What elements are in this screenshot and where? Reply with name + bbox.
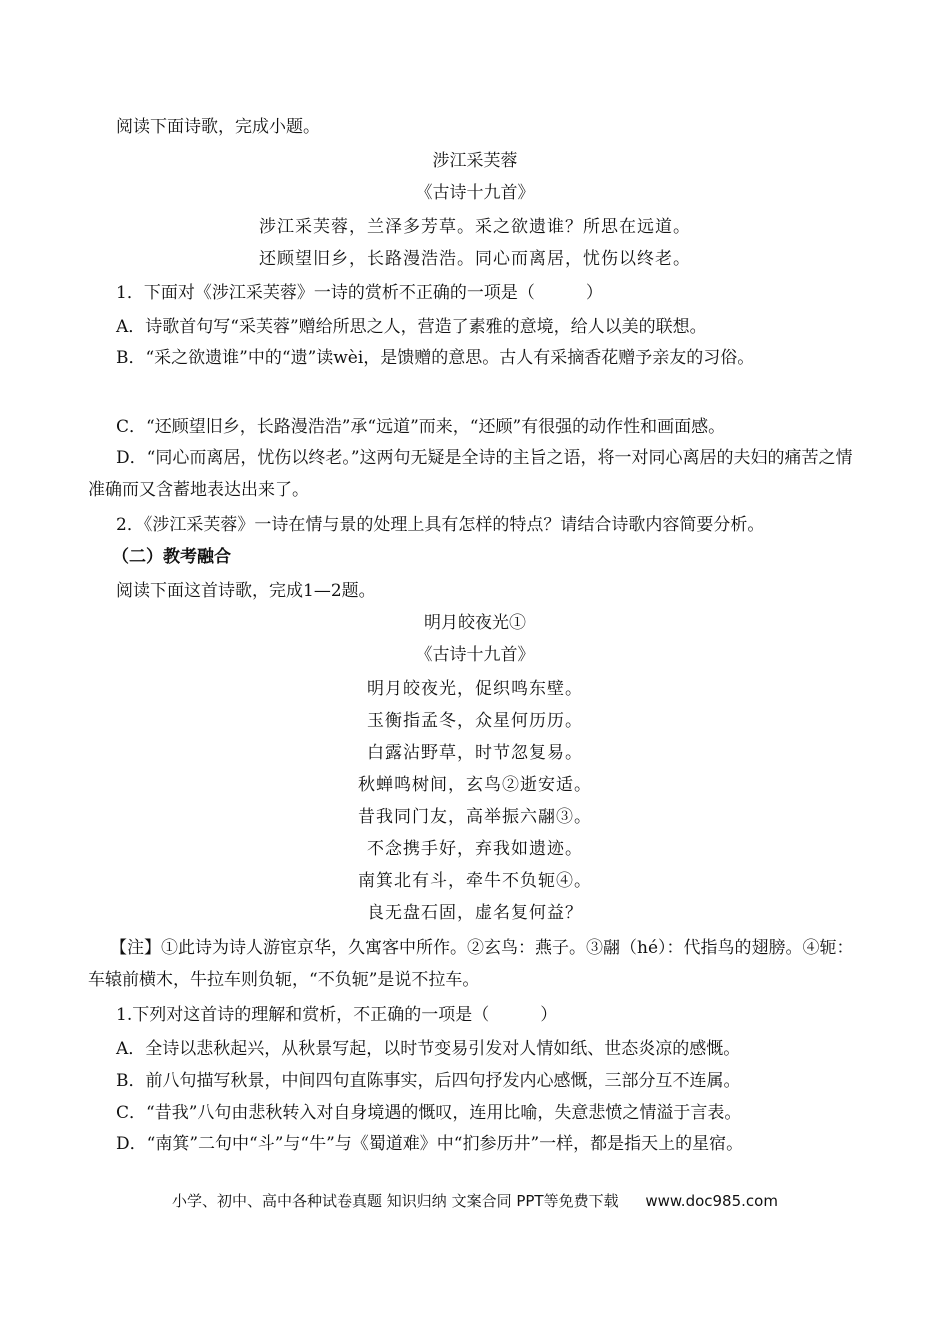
page-footer bbox=[0, 1190, 950, 1211]
question-3-option-b: B．前八句描写秋景，中间四句直陈事实，后四句抒发内心感慨，三部分互不连属。 bbox=[116, 1071, 741, 1091]
poem2-line: 明月皎夜光，促织鸣东壁。 bbox=[367, 679, 583, 699]
poem1-line: 涉江采芙蓉，兰泽多芳草。采之欲遗谁？所思在远道。 bbox=[259, 217, 691, 237]
poem2-line: 白露沾野草，时节忽复易。 bbox=[367, 743, 583, 763]
question-1-option-a: A．诗歌首句写“采芙蓉”赠给所思之人，营造了素雅的意境，给人以美的联想。 bbox=[116, 317, 707, 337]
poem2-line: 南箕北有斗，牵牛不负轭④。 bbox=[358, 871, 592, 891]
question-1-option-d: D．“同心而离居，忧伤以终老。”这两句无疑是全诗的主旨之语，将一对同心离居的夫妇的痛苦之情准确而又含蓄地表达出来了。 bbox=[88, 448, 853, 500]
poem1-line: 还顾望旧乡，长路漫浩浩。同心而离居，忧伤以终老。 bbox=[259, 249, 691, 269]
poem2-title: 明月皎夜光① bbox=[424, 613, 526, 633]
poem2-line: 昔我同门友，高举振六翮③。 bbox=[358, 807, 592, 827]
poem2-source: 《古诗十九首》 bbox=[415, 645, 535, 665]
footer-text: 小学、初中、高中各种试卷真题 知识归纳 文案合同 PPT等免费下载 bbox=[172, 1192, 619, 1210]
poem2-line: 玉衡指孟冬，众星何历历。 bbox=[367, 711, 583, 731]
question-3-option-c: C．“昔我”八句由悲秋转入对自身境遇的慨叹，连用比喻，失意悲愤之情溢于言表。 bbox=[116, 1103, 742, 1123]
poem1-source: 《古诗十九首》 bbox=[415, 183, 535, 203]
poem2-line: 秋蝉鸣树间，玄鸟②逝安适。 bbox=[358, 775, 592, 795]
intro-text-1: 阅读下面诗歌，完成小题。 bbox=[116, 117, 320, 137]
question-2: 2．《涉江采芙蓉》一诗在情与景的处理上具有怎样的特点？请结合诗歌内容简要分析。 bbox=[116, 515, 765, 535]
question-3-option-d: D．“南箕”二句中“斗”与“牛”与《蜀道难》中“扪参历井”一样，都是指天上的星宿。 bbox=[116, 1134, 744, 1154]
question-3-option-a: A．全诗以悲秋起兴，从秋景写起，以时节变易引发对人情如纸、世态炎凉的感慨。 bbox=[116, 1039, 741, 1059]
question-1-option-c: C．“还顾望旧乡，长路漫浩浩”承“远道”而来，“还顾”有很强的动作性和画面感。 bbox=[116, 417, 726, 437]
section-heading: （二）教考融合 bbox=[112, 547, 231, 567]
poem2-line: 不念携手好，弃我如遗迹。 bbox=[367, 839, 583, 859]
question-1-option-b: B．“采之欲遗谁”中的“遗”读wèi，是馈赠的意思。古人有采摘香花赠予亲友的习俗。 bbox=[116, 348, 755, 368]
question-1-stem: 1．下面对《涉江采芙蓉》一诗的赏析不正确的一项是（ ） bbox=[116, 283, 603, 303]
intro-text-2: 阅读下面这首诗歌，完成1—2题。 bbox=[116, 581, 376, 601]
footer-link[interactable]: www.doc985.com bbox=[645, 1192, 778, 1210]
poem2-note: 【注】①此诗为诗人游宦京华，久寓客中所作。②玄鸟：燕子。③翮（hé）：代指鸟的翅膀。④轭：车辕前横木，牛拉车则负轭，“不负轭”是说不拉车。 bbox=[88, 938, 854, 990]
poem2-line: 良无盘石固，虚名复何益？ bbox=[367, 903, 583, 923]
question-3-stem: 1.下列对这首诗的理解和赏析，不正确的一项是（ ） bbox=[116, 1005, 558, 1025]
poem1-title: 涉江采芙蓉 bbox=[432, 151, 518, 171]
